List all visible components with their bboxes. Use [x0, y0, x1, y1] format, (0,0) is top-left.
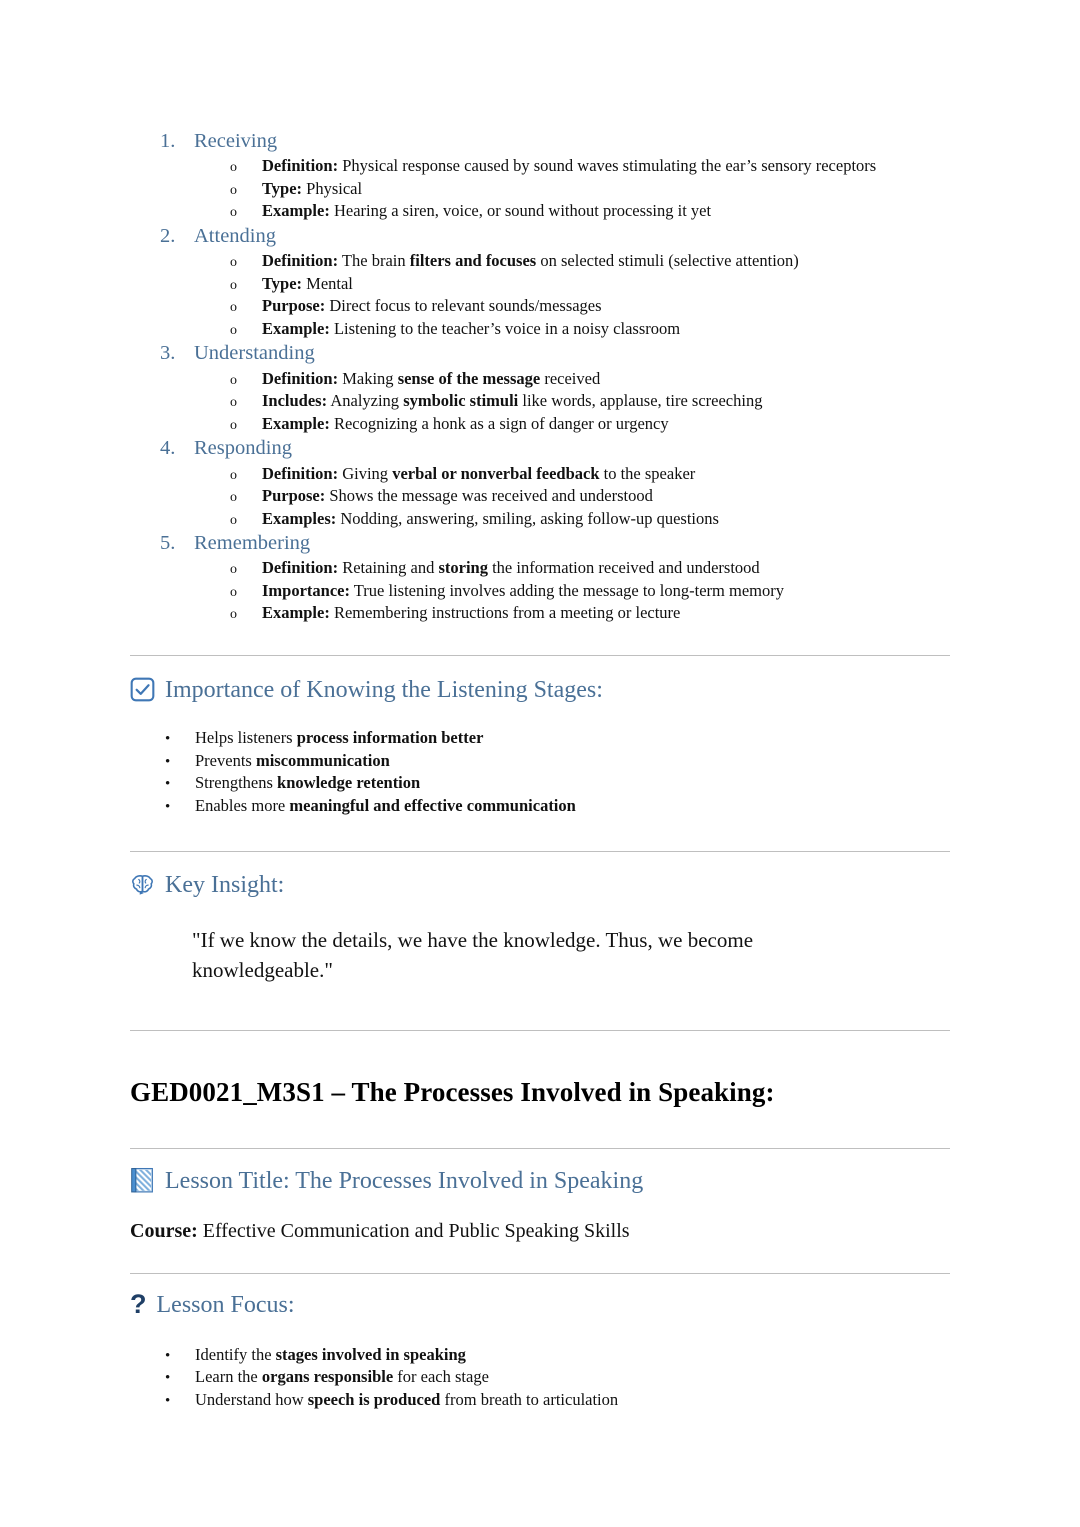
sublist-marker: o: [230, 395, 237, 411]
listening-stage-detail: [230, 368, 960, 390]
listening-stage-detail: [230, 178, 960, 200]
bullet-text: [195, 1344, 466, 1367]
sublist-marker: o: [230, 372, 237, 388]
detail-text: Making: [338, 368, 398, 388]
sublist-text: [262, 463, 695, 485]
lesson-title-label: Lesson Title: The Processes Involved in Speaking: [165, 1167, 644, 1194]
listening-stage-item: [130, 530, 960, 625]
bullet-emphasis: meaningful and effective communication: [289, 796, 576, 816]
lesson-focus-bullet-item: [165, 1389, 960, 1412]
listening-stage-detail: [230, 485, 960, 507]
detail-text: Direct focus to relevant sounds/messages: [325, 296, 602, 316]
sublist-marker: o: [230, 300, 237, 316]
key-insight-heading: [130, 870, 960, 900]
detail-emphasis: symbolic stimuli: [403, 391, 519, 411]
importance-bullet-item: [165, 772, 960, 795]
bullet-text: [195, 1366, 489, 1389]
course-label: Course:: [130, 1219, 198, 1242]
detail-label: Definition:: [262, 368, 339, 388]
listening-stage-number: 3.: [160, 342, 176, 365]
sublist-marker: o: [230, 255, 237, 271]
bullet-text-lead: Identify the: [195, 1344, 276, 1364]
question-mark-icon: ?: [130, 1289, 147, 1320]
detail-label: Importance:: [262, 580, 350, 600]
bullet-text: [195, 727, 483, 750]
listening-stage-title: Attending: [194, 224, 276, 247]
bullet-text-lead: Strengthens: [195, 773, 278, 793]
lesson-focus-bullet-list: [130, 1344, 960, 1412]
bullet-text-lead: Enables more: [195, 796, 290, 816]
listening-stage-item: [130, 223, 960, 340]
bullet-text: [195, 750, 390, 773]
detail-text: The brain: [338, 251, 410, 271]
bullet-emphasis: stages involved in speaking: [275, 1344, 466, 1364]
detail-label: Type:: [262, 178, 303, 198]
course-value: Effective Communication and Public Speaking Skills: [197, 1219, 630, 1242]
sublist-text: [262, 178, 362, 200]
detail-text: True listening involves adding the message to long-term memory: [349, 580, 784, 600]
notebook-icon: [130, 1167, 155, 1194]
sublist-marker: o: [230, 277, 237, 293]
sublist-text: [262, 602, 680, 624]
sublist-marker: o: [230, 584, 237, 600]
sublist-marker: o: [230, 490, 237, 506]
detail-text: Shows the message was received and understood: [325, 486, 653, 506]
sublist-text: [262, 295, 602, 317]
detail-text: Physical response caused by sound waves stimulating the ear’s sensory receptors: [338, 156, 877, 176]
detail-emphasis: filters and focuses: [409, 251, 537, 271]
sublist-marker: o: [230, 160, 237, 176]
detail-label: Purpose:: [262, 486, 326, 506]
sublist-marker: o: [230, 205, 237, 221]
module-title: [130, 1077, 960, 1108]
bullet-text-lead: Prevents: [195, 750, 256, 770]
listening-stage-detail-list: [130, 463, 960, 530]
listening-stage-title: Receiving: [194, 130, 278, 152]
importance-bullet-item: [165, 795, 960, 818]
detail-text: Giving: [338, 463, 393, 483]
importance-heading: [130, 675, 960, 705]
bullet-text: [195, 795, 576, 818]
key-insight-heading-label: Key Insight:: [165, 871, 285, 898]
detail-label: Includes:: [262, 391, 328, 411]
sublist-text: [262, 580, 784, 602]
sublist-marker: o: [230, 607, 237, 623]
listening-stage-heading: [130, 530, 960, 557]
bullet-marker: •: [165, 1347, 171, 1364]
sublist-marker: o: [230, 562, 237, 578]
sublist-text: [262, 485, 653, 507]
sublist-marker: o: [230, 417, 237, 433]
detail-text-tail: to the speaker: [599, 463, 696, 483]
bullet-text: [195, 1389, 618, 1412]
detail-text: Analyzing: [327, 391, 404, 411]
course-line: [130, 1220, 960, 1243]
listening-stage-detail: [230, 580, 960, 602]
importance-heading-label: Importance of Knowing the Listening Stages:: [165, 676, 603, 703]
listening-stage-item: [130, 435, 960, 530]
listening-stage-number: 2.: [160, 224, 176, 247]
sublist-text: [262, 557, 760, 579]
listening-stage-detail: [230, 463, 960, 485]
listening-stage-heading: [130, 128, 960, 155]
detail-label: Example:: [262, 413, 330, 433]
lesson-focus-heading-label: Lesson Focus:: [156, 1291, 295, 1318]
listening-stage-detail: [230, 557, 960, 579]
sublist-text: [262, 508, 719, 530]
bullet-text-lead: Understand how: [195, 1390, 308, 1410]
lesson-title-heading: [130, 1166, 960, 1196]
detail-label: Example:: [262, 603, 330, 623]
bullet-text: [195, 772, 420, 795]
sublist-text: [262, 273, 353, 295]
bullet-text-lead: Helps listeners: [195, 727, 297, 747]
bullet-marker: •: [165, 1370, 171, 1387]
listening-stage-detail-list: [130, 250, 960, 340]
detail-text-tail: like words, applause, tire screeching: [518, 391, 763, 411]
bullet-marker: •: [165, 1393, 171, 1410]
listening-stage-detail: [230, 413, 960, 435]
detail-text: Remembering instructions from a meeting or lecture: [329, 603, 681, 623]
listening-stage-heading: [130, 223, 960, 250]
importance-bullet-item: [165, 727, 960, 750]
listening-stage-item: [130, 340, 960, 435]
module-title-colon: :: [765, 1076, 775, 1107]
sublist-marker: o: [230, 322, 237, 338]
detail-emphasis: verbal or nonverbal feedback: [392, 463, 600, 483]
listening-stage-heading: [130, 340, 960, 367]
bullet-emphasis: knowledge retention: [277, 773, 421, 793]
listening-stage-detail: [230, 200, 960, 222]
listening-stage-detail: [230, 273, 960, 295]
importance-bullet-list: [130, 727, 960, 818]
sublist-text: [262, 390, 762, 412]
listening-stage-detail: [230, 602, 960, 624]
sublist-text: [262, 318, 680, 340]
detail-text-tail: the information received and understood: [487, 558, 760, 578]
detail-text: Hearing a siren, voice, or sound without processing it yet: [329, 201, 712, 221]
checkbox-checked-icon: [130, 677, 155, 702]
listening-stage-detail: [230, 508, 960, 530]
importance-bullet-item: [165, 750, 960, 773]
listening-stage-detail: [230, 250, 960, 272]
detail-emphasis: sense of the message: [397, 368, 541, 388]
lesson-focus-bullet-item: [165, 1366, 960, 1389]
listening-stage-title: Responding: [194, 437, 292, 460]
detail-label: Purpose:: [262, 296, 326, 316]
sublist-marker: o: [230, 467, 237, 483]
detail-label: Definition:: [262, 463, 339, 483]
module-title-text: GED0021_M3S1 – The Processes Involved in Speaking: [130, 1076, 766, 1107]
listening-stage-detail: [230, 295, 960, 317]
detail-text: Retaining and: [338, 558, 439, 578]
bullet-emphasis: miscommunication: [255, 750, 390, 770]
bullet-marker: •: [165, 799, 171, 816]
detail-label: Definition:: [262, 558, 339, 578]
bullet-emphasis: speech is produced: [307, 1390, 441, 1410]
listening-stage-detail: [230, 390, 960, 412]
detail-text-tail: received: [540, 368, 601, 388]
detail-label: Examples:: [262, 508, 337, 528]
bullet-emphasis: organs responsible: [261, 1367, 394, 1387]
listening-stage-detail: [230, 318, 960, 340]
listening-stage-heading: [130, 435, 960, 462]
sublist-text: [262, 368, 600, 390]
lesson-focus-bullet-item: [165, 1344, 960, 1367]
detail-label: Type:: [262, 273, 303, 293]
detail-label: Definition:: [262, 251, 339, 271]
brain-icon: [130, 872, 155, 897]
lesson-focus-heading: [130, 1290, 960, 1320]
listening-stage-detail-list: [130, 155, 960, 222]
listening-stage-number: 1.: [160, 130, 176, 152]
detail-text: Recognizing a honk as a sign of danger or urgency: [329, 413, 669, 433]
listening-stage-title: Remembering: [194, 531, 311, 554]
sublist-marker: o: [230, 182, 237, 198]
bullet-marker: •: [165, 753, 171, 770]
listening-stage-item: [130, 128, 960, 223]
detail-label: Example:: [262, 318, 330, 338]
detail-emphasis: storing: [438, 558, 488, 578]
listening-stage-number: 4.: [160, 437, 176, 460]
sublist-text: [262, 155, 876, 177]
sublist-marker: o: [230, 512, 237, 528]
bullet-text-tail: for each stage: [393, 1367, 489, 1387]
detail-text: Nodding, answering, smiling, asking follow-up questions: [336, 508, 719, 528]
listening-stages-list: [130, 0, 960, 625]
bullet-emphasis: process information better: [296, 727, 484, 747]
bullet-marker: •: [165, 730, 171, 747]
detail-label: Example:: [262, 201, 330, 221]
detail-text-tail: on selected stimuli (selective attention): [536, 251, 799, 271]
listening-stage-number: 5.: [160, 531, 176, 554]
listening-stage-detail-list: [130, 368, 960, 435]
sublist-text: [262, 413, 669, 435]
key-insight-quote: "If we know the details, we have the knowledge. Thus, we become knowledgeable.": [192, 927, 754, 982]
listening-stage-detail: [230, 155, 960, 177]
detail-text: Listening to the teacher’s voice in a noisy classroom: [329, 318, 681, 338]
detail-text: Physical: [302, 178, 363, 198]
bullet-marker: •: [165, 776, 171, 793]
detail-label: Definition:: [262, 156, 339, 176]
listening-stage-detail-list: [130, 557, 960, 624]
bullet-text-tail: from breath to articulation: [440, 1390, 619, 1410]
sublist-text: [262, 250, 799, 272]
bullet-text-lead: Learn the: [195, 1367, 262, 1387]
detail-text: Mental: [302, 273, 353, 293]
sublist-text: [262, 200, 711, 222]
listening-stage-title: Understanding: [194, 342, 315, 365]
